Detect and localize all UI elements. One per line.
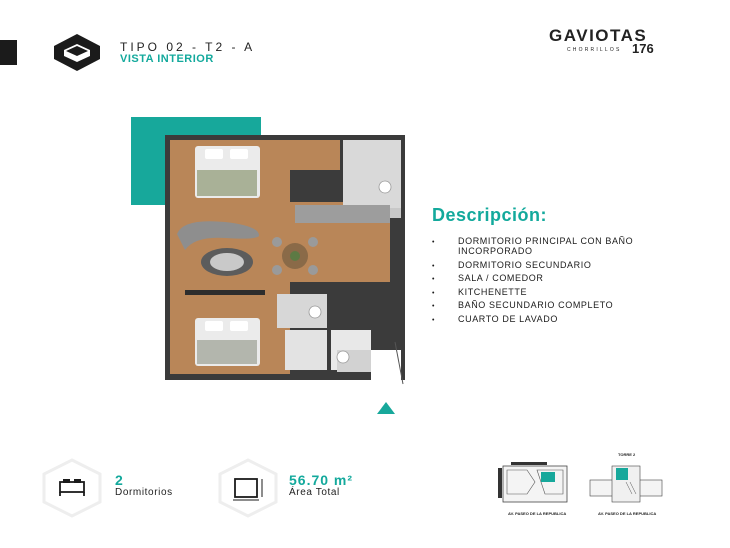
bedroom-label: Dormitorios bbox=[115, 487, 173, 498]
list-item: • DORMITORIO PRINCIPAL CON BAÑO INCORPORADO bbox=[430, 236, 660, 256]
brand-number: 176 bbox=[632, 41, 654, 56]
tower-label: TORRE 2 bbox=[618, 452, 636, 457]
tower-plan-image bbox=[586, 460, 666, 516]
area-value: 56.70 m² bbox=[289, 472, 354, 488]
north-arrow-icon bbox=[376, 401, 396, 415]
edge-tab bbox=[0, 40, 17, 65]
list-item: • SALA / COMEDOR bbox=[430, 273, 660, 283]
bed-icon bbox=[40, 458, 104, 518]
street-label: AV. PASEO DE LA REPUBLICA bbox=[598, 511, 657, 516]
unit-type-code: TIPO 02 - T2 - A bbox=[120, 40, 256, 54]
brand-name: GAVIOTAS bbox=[549, 26, 648, 45]
list-item: • DORMITORIO SECUNDARIO bbox=[430, 260, 660, 270]
bedroom-count: 2 bbox=[115, 472, 124, 488]
area-label: Área Total bbox=[289, 487, 340, 498]
street-label: AV. PASEO DE LA REPUBLICA bbox=[508, 511, 567, 516]
list-item: • BAÑO SECUNDARIO COMPLETO bbox=[430, 300, 660, 310]
description-list bbox=[430, 236, 660, 328]
description-title: Descripción: bbox=[432, 205, 548, 225]
view-title: VISTA INTERIOR bbox=[120, 53, 214, 65]
project-logo-icon bbox=[52, 32, 102, 72]
brand-subtitle: CHORRILLOS bbox=[567, 47, 622, 53]
site-plan-image bbox=[497, 460, 577, 516]
list-item: • KITCHENETTE bbox=[430, 287, 660, 297]
floor-plan-image bbox=[155, 132, 410, 392]
list-item: • CUARTO DE LAVADO bbox=[430, 314, 660, 324]
area-icon bbox=[216, 458, 280, 518]
